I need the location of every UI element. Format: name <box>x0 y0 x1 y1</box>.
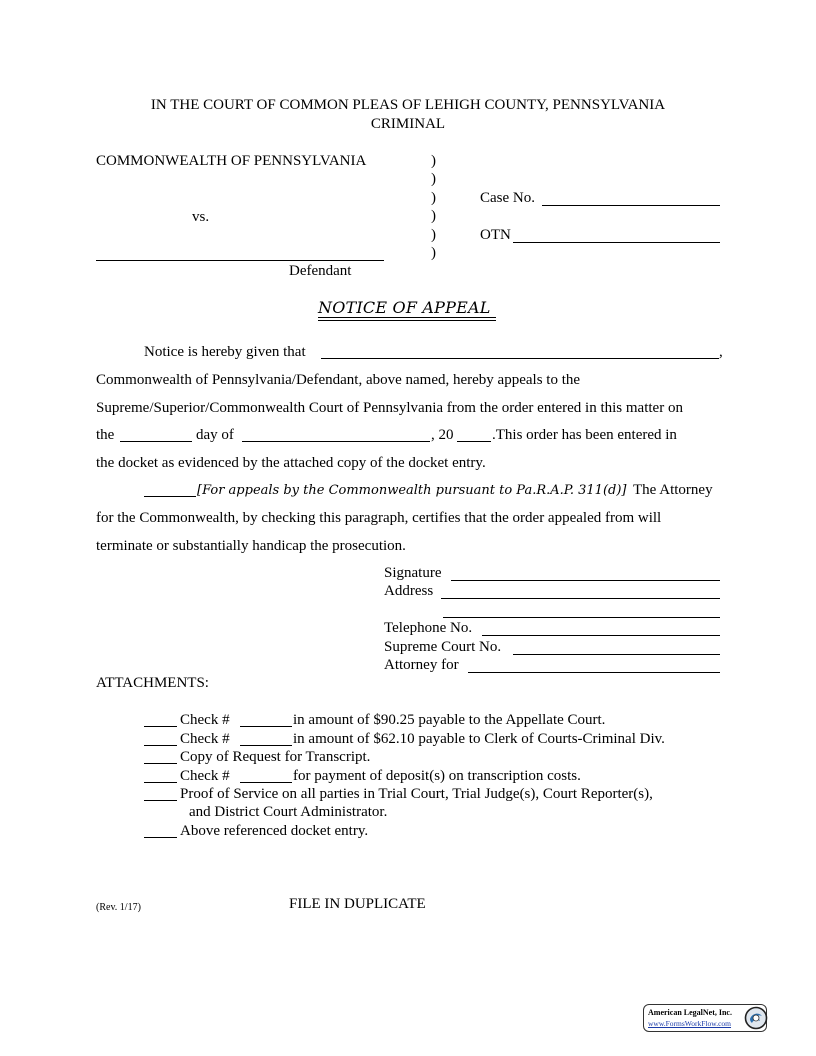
day-of-text: day of <box>196 427 234 443</box>
caption-paren: ) <box>431 171 436 187</box>
globe-icon <box>744 1006 768 1030</box>
publisher-logo[interactable] <box>643 1004 767 1032</box>
case-no-label: Case No. <box>480 190 535 206</box>
attachment-checkbox-line[interactable] <box>144 800 177 801</box>
attachment-text: Above referenced docket entry. <box>180 823 369 839</box>
body-line: for the Commonwealth, by checking this paragraph, certifies that the order appealed from will <box>96 510 662 526</box>
address-field-line2[interactable] <box>443 617 720 618</box>
otn-label: OTN <box>480 227 511 243</box>
check-number-field[interactable] <box>240 726 292 727</box>
court-title: IN THE COURT OF COMMON PLEAS OF LEHIGH COUNTY, PENNSYLVANIA <box>150 97 666 113</box>
the-text: the <box>96 427 115 443</box>
check-number-field[interactable] <box>240 782 292 783</box>
versus-text: vs. <box>192 209 210 225</box>
day-field[interactable] <box>120 441 192 442</box>
address-label: Address <box>384 583 434 599</box>
defendant-label: Defendant <box>289 263 352 279</box>
defendant-line[interactable] <box>96 260 384 261</box>
body-line: Supreme/Superior/Commonwealth Court of Pennsylvania from the order entered in this matter on <box>96 400 683 416</box>
check-label: Check # <box>180 768 230 784</box>
attachment-checkbox-line[interactable] <box>144 745 177 746</box>
caption-paren: ) <box>431 245 436 261</box>
plaintiff-name: COMMONWEALTH OF PENNSYLVANIA <box>96 153 367 169</box>
attachment-text: Copy of Request for Transcript. <box>180 749 371 765</box>
attachment-checkbox-line[interactable] <box>144 837 177 838</box>
caption-paren: ) <box>431 208 436 224</box>
case-no-field[interactable] <box>542 205 720 206</box>
body-line: the docket as evidenced by the attached copy of the docket entry. <box>96 455 486 471</box>
comma-text: , <box>719 344 723 360</box>
signature-field[interactable] <box>451 580 720 581</box>
publisher-name: American LegalNet, Inc. <box>648 1008 732 1017</box>
file-in-duplicate: FILE IN DUPLICATE <box>289 896 426 912</box>
attachment-checkbox-line[interactable] <box>144 782 177 783</box>
commonwealth-check-field[interactable] <box>144 496 196 497</box>
attachment-text: in amount of $90.25 payable to the Appellate Court. <box>293 712 606 728</box>
attorney-text: The Attorney <box>633 482 713 498</box>
division-title: CRIMINAL <box>370 116 446 132</box>
attachment-text: Proof of Service on all parties in Trial Court, Trial Judge(s), Court Reporter(s), <box>180 786 653 802</box>
attorney-for-field[interactable] <box>468 672 720 673</box>
telephone-label: Telephone No. <box>384 620 473 636</box>
title-underline <box>318 320 496 321</box>
caption-paren: ) <box>431 227 436 243</box>
notice-intro <box>144 344 306 361</box>
year-field[interactable] <box>457 441 491 442</box>
attachment-text-cont: and District Court Administrator. <box>189 804 388 820</box>
attorney-for-label: Attorney for <box>384 657 459 673</box>
notice-intro-text: Notice is hereby given that <box>144 344 306 360</box>
publisher-url[interactable]: www.FormsWorkFlow.com <box>648 1019 732 1028</box>
telephone-field[interactable] <box>482 635 720 636</box>
supreme-court-no-label: Supreme Court No. <box>384 639 502 655</box>
title-underline <box>318 317 496 318</box>
document-title: NOTICE OF APPEAL <box>318 298 491 317</box>
attachment-text: for payment of deposit(s) on transcription costs. <box>293 768 581 784</box>
attachment-text: in amount of $62.10 payable to Clerk of Courts-Criminal Div. <box>293 731 665 747</box>
body-line: Commonwealth of Pennsylvania/Defendant, above named, hereby appeals to the <box>96 372 581 388</box>
check-number-field[interactable] <box>240 745 292 746</box>
otn-field[interactable] <box>513 242 720 243</box>
entered-text: .This order has been entered in <box>492 427 677 443</box>
caption-paren: ) <box>431 153 436 169</box>
month-field[interactable] <box>242 441 430 442</box>
check-label: Check # <box>180 712 230 728</box>
address-field[interactable] <box>441 598 720 599</box>
attachment-checkbox-line[interactable] <box>144 763 177 764</box>
attachment-checkbox-line[interactable] <box>144 726 177 727</box>
body-line: terminate or substantially handicap the prosecution. <box>96 538 406 554</box>
supreme-court-no-field[interactable] <box>513 654 720 655</box>
appellant-name-field[interactable] <box>321 358 719 359</box>
attachments-heading: ATTACHMENTS: <box>96 675 209 691</box>
signature-label: Signature <box>384 565 442 581</box>
caption-paren: ) <box>431 190 436 206</box>
revision-text: (Rev. 1/17) <box>96 902 141 913</box>
year-prefix: , 20 <box>431 427 454 443</box>
commonwealth-note: [For appeals by the Commonwealth pursuant to Pa.R.A.P. 311(d)] <box>197 483 627 498</box>
check-label: Check # <box>180 731 230 747</box>
